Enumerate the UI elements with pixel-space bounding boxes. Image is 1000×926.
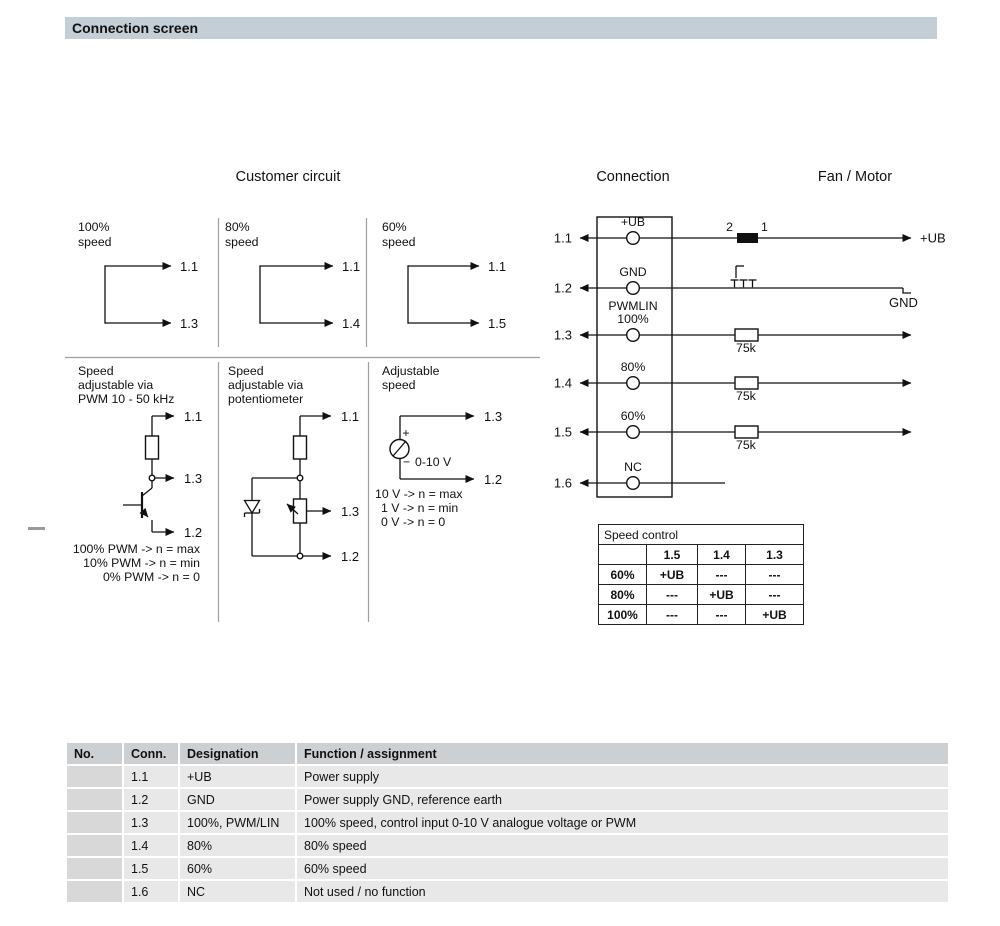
cell-function: 100% speed, control input 0-10 V analogue voltage or PWM [297,812,948,833]
ground-label: GND [889,295,918,310]
cell-value: --- [746,585,804,605]
resistor-value: 75k [736,389,756,403]
circuit-label: potentiometer [228,392,304,406]
pin-number: 1.4 [553,375,572,391]
cell-no [67,789,122,810]
cell-conn: 1.4 [124,835,178,856]
cell-conn: 1.6 [124,881,178,902]
gnd-stub [903,288,911,293]
pin-ref: 1.1 [184,409,203,424]
col-header-1-4: 1.4 [698,545,746,565]
col-header-conn: Conn. [124,743,178,764]
table-row [67,812,948,833]
voltage-range-label: 0-10 V [415,455,452,469]
cell-function: Power supply GND, reference earth [297,789,948,810]
cell-function: Not used / no function [297,881,948,902]
cell-function: 60% speed [297,858,948,879]
pin-number: 1.3 [553,327,572,343]
circuit-80-speed [225,220,360,331]
cell-value: +UB [698,585,746,605]
connection-diagram [554,215,946,497]
resistor-icon [735,426,758,438]
table-row [599,525,804,545]
transistor-icon [123,481,152,532]
supply-label: +UB [920,230,946,246]
page-title: Connection screen [72,20,199,36]
col-header-no: No. [67,743,122,764]
pin-number: 1.1 [553,230,572,246]
table-row [599,605,804,625]
polarity-minus: − [403,455,411,469]
resistor-value: 75k [736,438,756,452]
pin-function-table [65,741,950,904]
pin-label: 60% [620,409,646,423]
cell-no [67,881,122,902]
circuit-60-speed [382,220,506,331]
table-row [67,881,948,902]
circuit-label: Speed [78,364,114,378]
voltage-note: 10 V -> n = max [375,487,463,501]
pin-contact [627,477,640,490]
pin-number: 1.5 [553,424,572,440]
cell-function: Power supply [297,766,948,787]
fuse-terminal-1: 1 [761,220,768,234]
pin-ref: 1.3 [184,471,203,486]
pin-number: 1.2 [553,280,572,296]
cell-value: --- [647,605,698,625]
resistor-icon [146,436,159,459]
row-label: 60% [599,565,647,585]
cell-no [67,812,122,833]
cell-value: --- [746,565,804,585]
pin-label: GND [619,265,647,279]
cell-value: +UB [647,565,698,585]
circuit-label: speed [225,235,259,249]
cell-designation: +UB [180,766,295,787]
header-customer-circuit: Customer circuit [235,169,341,185]
table-header-row [67,743,948,764]
pin-ref: 1.2 [341,549,360,564]
pin-ref: 1.1 [342,259,361,274]
circuit-pwm [73,364,202,584]
cell-value: --- [647,585,698,605]
cell-value: --- [698,605,746,625]
table-row [67,835,948,856]
polarity-plus: + [402,426,410,440]
pin-number: 1.6 [553,475,572,491]
table-row [67,766,948,787]
col-header-1-5: 1.5 [647,545,698,565]
connector-box [597,217,672,497]
speed-control-table [598,524,804,625]
pin-ref: 1.2 [184,525,203,540]
cell-no [67,858,122,879]
pin-label-2: 100% [617,312,649,326]
pin-label: +UB [620,215,646,229]
voltage-note: 1 V -> n = min [381,501,459,515]
pin-label: NC [624,460,642,474]
cell-conn: 1.2 [124,789,178,810]
resistor-icon [735,329,758,341]
circuit-potentiometer [228,364,359,564]
circuit-label: adjustable via [228,378,304,392]
fuse-icon [737,233,758,243]
pin-ref: 1.1 [341,409,360,424]
junction-dot [149,475,155,481]
pin-label: 80% [620,360,646,374]
pin-ref: 1.5 [488,316,507,331]
table-row [599,545,804,565]
fuse-terminal-2: 2 [726,220,733,234]
pin-contact [627,377,640,390]
pin-ref: 1.2 [484,472,503,487]
circuit-label: 100% [78,220,110,234]
pin-contact [627,232,640,245]
cell-designation: NC [180,881,295,902]
pin-ref: 1.3 [484,409,503,424]
header-connection: Connection [596,169,670,185]
pin-ref: 1.4 [342,316,361,331]
cell-conn: 1.3 [124,812,178,833]
cell-function: 80% speed [297,835,948,856]
cell-designation: GND [180,789,295,810]
circuit-label: speed [382,235,416,249]
table-row [599,565,804,585]
header-fan-motor: Fan / Motor [817,169,893,185]
resistor-icon [735,377,758,389]
circuit-label: Adjustable [382,364,440,378]
table-row [67,858,948,879]
circuit-label: speed [382,378,416,392]
pin-ref: 1.1 [180,259,199,274]
pwm-note: 10% PWM -> n = min [83,556,200,570]
cell-designation: 60% [180,858,295,879]
mosfet-icon [731,266,757,287]
circuit-adjustable-speed [375,364,502,529]
cell-designation: 80% [180,835,295,856]
pin-contact [627,329,640,342]
pin-contact [627,282,640,295]
voltage-note: 0 V -> n = 0 [381,515,446,529]
potentiometer-icon [287,499,307,523]
pin-label: PWMLIN [608,299,658,313]
circuit-100-speed [78,220,198,331]
circuit-label: PWM 10 - 50 kHz [78,392,175,406]
cell-no [67,835,122,856]
resistor-value: 75k [736,341,756,355]
cell-conn: 1.5 [124,858,178,879]
row-label: 80% [599,585,647,605]
circuit-label: speed [78,235,112,249]
pin-contact [627,426,640,439]
circuit-label: Speed [228,364,264,378]
pwm-note: 100% PWM -> n = max [72,542,200,556]
speed-control-title: Speed control [599,525,804,545]
cell-designation: 100%, PWM/LIN [180,812,295,833]
col-header-1-3: 1.3 [746,545,804,565]
pwm-note: 0% PWM -> n = 0 [102,570,200,584]
table-row [599,585,804,605]
col-header-designation: Designation [180,743,295,764]
empty-cell [599,545,647,565]
junction-dot [297,475,303,481]
pin-ref: 1.1 [488,259,507,274]
cell-value: +UB [746,605,804,625]
cell-no [67,766,122,787]
circuit-label: 80% [225,220,250,234]
circuit-label: 60% [382,220,407,234]
row-label: 100% [599,605,647,625]
circuit-label: adjustable via [78,378,154,392]
pin-ref: 1.3 [341,504,360,519]
cell-conn: 1.1 [124,766,178,787]
resistor-icon [294,436,307,459]
junction-dot [297,553,303,559]
cell-value: --- [698,565,746,585]
pin-ref: 1.3 [180,316,199,331]
table-row [67,789,948,810]
col-header-function: Function / assignment [297,743,948,764]
